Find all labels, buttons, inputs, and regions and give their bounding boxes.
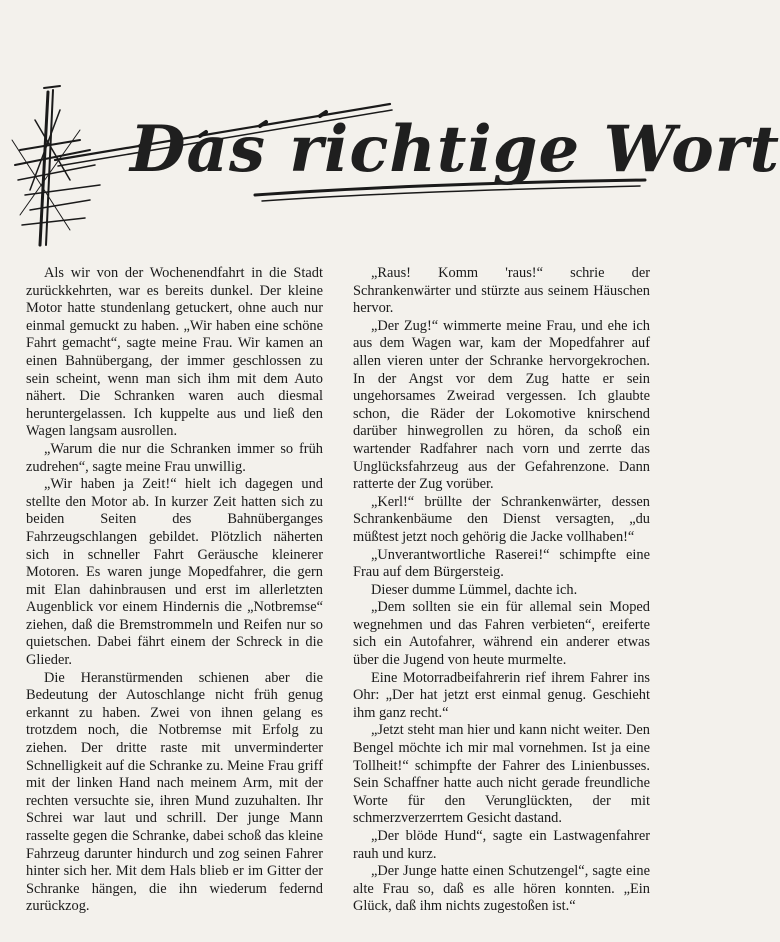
paragraph: „Warum die nur die Schranken immer so früh zudrehen“, sagte meine Frau unwillig. [26, 440, 323, 475]
paragraph: Eine Motorradbeifahrerin rief ihrem Fahrer ins Ohr: „Der hat jetzt erst einmal genug. Geschieht ihm ganz recht.“ [353, 669, 650, 721]
left-column [26, 265, 323, 935]
paragraph: „Wir haben ja Zeit!“ hielt ich dagegen und stellte den Motor ab. In kurzer Zeit hatten sich zu beiden Seiten des Bahnüberganges Fahrzeugschlangen gebildet. Plötzlich näherten sich in schneller Fahrt Geräusche kleinerer Motoren. Es waren junge Mopedfahrer, die gern mit Elan dahinbrausen und erst im allerletzten Augenblick vor einem Hindernis die „Notbremse“ ziehen, daß die Bremstrommeln und Reifen nur so quietschen. Dabei fährt einem der Schreck in die Glieder. [26, 476, 323, 669]
header-illustration [0, 0, 780, 255]
paragraph: „Unverantwortliche Raserei!“ schimpfte eine Frau auf dem Bürgersteig. [353, 546, 650, 581]
paragraph: „Der blöde Hund“, sagte ein Lastwagenfahrer rauh und kurz. [353, 828, 650, 862]
paragraph: „Der Junge hatte einen Schutzengel“, sagte eine alte Frau so, daß es alle hören konnten. „Ein Glück, daß ihm nichts zugestoßen ist.“ [353, 863, 650, 915]
right-column [353, 265, 650, 935]
article-title: Das richtige Wort [130, 112, 780, 187]
paragraph: „Der Zug!“ wimmerte meine Frau, und ehe ich aus dem Wagen war, kam der Mopedfahrer auf allen vieren unter der Schranke hervorgekrochen. In der Angst vor dem Zug hatte er sein ungehorsames Zweirad vergessen. Ich glaubte schon, die Räder der Lokomotive knirschend darüber hinwegrollen zu hören, da schoß ein wartender Radfahrer nach vorn und zerrte das Unglücksfahrzeug aus der Gefahrenzone. Dann ratterte der Zug vorüber. [353, 317, 650, 493]
paragraph: „Dem sollten sie ein für allemal sein Moped wegnehmen und das Fahren verbieten“, ereiferte sich ein Autofahrer, während ein anderer etwas über die Jugend von heute murmelte. [353, 599, 650, 669]
paragraph: „Kerl!“ brüllte der Schrankenwärter, dessen Schrankenbäume den Dienst versagten, „du müßtest jetzt noch gehörig die Jacke vollhaben!“ [353, 493, 650, 545]
article-body [26, 265, 651, 935]
paragraph: „Raus! Komm 'raus!“ schrie der Schrankenwärter und stürzte aus seinem Häuschen hervor. [353, 265, 650, 317]
paragraph: Dieser dumme Lümmel, dachte ich. [371, 581, 578, 598]
paragraph: „Jetzt steht man hier und kann nicht weiter. Den Bengel möchte ich mir mal vornehmen. Ist ja eine Tollheit!“ schimpfte der Fahrer des Linienbusses. Sein Schaffner hatte auch nicht gerade freundliche Worte für den Verunglückten, der mit schmerzverzerrtem Gesicht dastand. [353, 722, 650, 827]
paragraph: Als wir von der Wochenendfahrt in die Stadt zurückkehrten, war es bereits dunkel. Der kleine Motor hatte stundenlang getuckert, ohne auch nur einmal gemuckt zu haben. „Wir haben eine schöne Fahrt gemacht“, sagte meine Frau. Wir kamen an einen Bahnübergang, der immer geschlossen zu sein scheint, wenn man sich ihm mit dem Auto nähert. Die Schranken waren auch diesmal heruntergelassen. Ich kuppelte aus und ließ den Wagen langsam ausrollen. [26, 265, 323, 440]
paragraph: Die Heranstürmenden schienen aber die Bedeutung der Autoschlange nicht früh genug erkannt zu haben. Zwei von ihnen gelang es trotzdem noch, die Notbremse mit Erfolg zu ziehen. Der dritte raste mit unverminderter Schnelligkeit auf die Schranke zu. Meine Frau griff mit der linken Hand nach meinem Arm, mit der rechten versuchte sie, ihren Mund zuzuhalten. Ihr Schrei war laut und schrill. Der junge Mann rasselte gegen die Schranke, dabei schoß das kleine Fahrzeug darunter hindurch und zog seinen Fahrer hinter sich her. Mit dem Hals blieb er im Gitter der Schranke hängen, die ihn wiederum federnd zurückzog. [26, 669, 323, 915]
